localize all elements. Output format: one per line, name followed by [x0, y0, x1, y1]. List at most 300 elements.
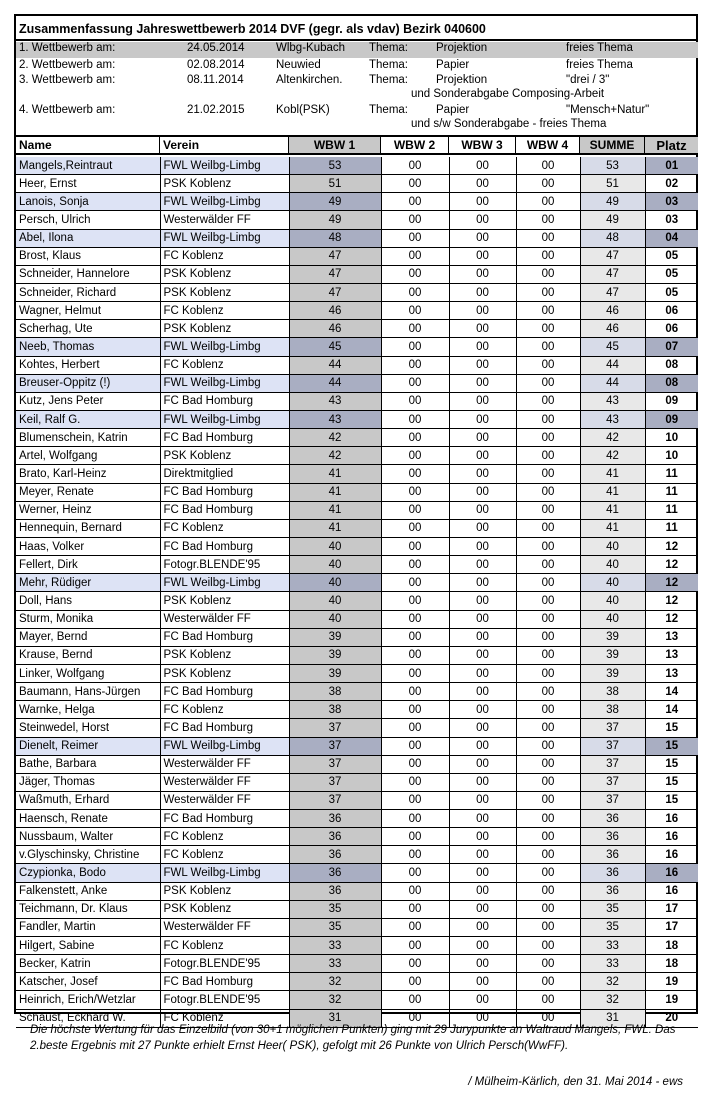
cell-verein: PSK Koblenz	[160, 283, 289, 301]
competition-date: 24.05.2014	[187, 42, 245, 54]
cell-wbw3: 00	[449, 755, 516, 773]
cell-wbw1: 53	[289, 157, 381, 175]
cell-name: Lanois, Sonja	[16, 193, 160, 211]
cell-wbw4: 00	[516, 737, 580, 755]
table-row	[16, 338, 698, 356]
cell-verein: FC Bad Homburg	[160, 483, 289, 501]
cell-name: Becker, Katrin	[16, 955, 160, 973]
table-row	[16, 374, 698, 392]
cell-wbw3: 00	[449, 356, 516, 374]
cell-wbw2: 00	[381, 918, 449, 936]
cell-platz: 15	[645, 791, 698, 809]
cell-summe: 37	[580, 755, 645, 773]
table-row	[16, 737, 698, 755]
cell-wbw2: 00	[381, 683, 449, 701]
cell-wbw4: 00	[516, 828, 580, 846]
cell-wbw1: 36	[289, 828, 381, 846]
cell-wbw1: 47	[289, 247, 381, 265]
cell-wbw3: 00	[449, 937, 516, 955]
cell-wbw3: 00	[449, 737, 516, 755]
cell-wbw2: 00	[381, 991, 449, 1009]
cell-wbw3: 00	[449, 1009, 516, 1027]
cell-wbw4: 00	[516, 519, 580, 537]
cell-name: Haas, Volker	[16, 537, 160, 555]
cell-wbw3: 00	[449, 900, 516, 918]
cell-summe: 42	[580, 429, 645, 447]
cell-wbw3: 00	[449, 157, 516, 175]
cell-wbw1: 49	[289, 211, 381, 229]
cell-wbw1: 36	[289, 882, 381, 900]
competition-1	[16, 42, 698, 58]
cell-wbw1: 49	[289, 193, 381, 211]
competition-date: 02.08.2014	[187, 59, 245, 71]
competition-place: Wlbg-Kubach	[276, 42, 346, 54]
cell-name: Heer, Ernst	[16, 175, 160, 193]
cell-platz: 13	[645, 628, 698, 646]
cell-wbw1: 42	[289, 447, 381, 465]
cell-wbw2: 00	[381, 755, 449, 773]
cell-wbw2: 00	[381, 791, 449, 809]
cell-wbw2: 00	[381, 157, 449, 175]
table-row	[16, 429, 698, 447]
cell-wbw1: 40	[289, 556, 381, 574]
cell-verein: PSK Koblenz	[160, 320, 289, 338]
cell-wbw2: 00	[381, 447, 449, 465]
cell-platz: 19	[645, 973, 698, 991]
cell-name: Czypionka, Bodo	[16, 864, 160, 882]
cell-wbw2: 00	[381, 610, 449, 628]
cell-summe: 51	[580, 175, 645, 193]
cell-wbw4: 00	[516, 229, 580, 247]
cell-wbw3: 00	[449, 483, 516, 501]
competition-place: Neuwied	[276, 59, 321, 71]
cell-wbw2: 00	[381, 320, 449, 338]
cell-verein: PSK Koblenz	[160, 447, 289, 465]
cell-summe: 48	[580, 229, 645, 247]
cell-wbw2: 00	[381, 846, 449, 864]
cell-name: Mehr, Rüdiger	[16, 574, 160, 592]
cell-platz: 12	[645, 574, 698, 592]
cell-wbw4: 00	[516, 483, 580, 501]
table-row	[16, 900, 698, 918]
cell-name: Kutz, Jens Peter	[16, 392, 160, 410]
cell-name: Teichmann, Dr. Klaus	[16, 900, 160, 918]
cell-platz: 13	[645, 664, 698, 682]
cell-platz: 05	[645, 247, 698, 265]
cell-name: Krause, Bernd	[16, 646, 160, 664]
cell-name: v.Glyschinsky, Christine	[16, 846, 160, 864]
cell-wbw1: 32	[289, 973, 381, 991]
results-table	[16, 157, 698, 1028]
cell-wbw3: 00	[449, 918, 516, 936]
cell-verein: Westerwälder FF	[160, 791, 289, 809]
cell-platz: 06	[645, 320, 698, 338]
cell-wbw3: 00	[449, 465, 516, 483]
cell-wbw3: 00	[449, 537, 516, 555]
cell-wbw3: 00	[449, 501, 516, 519]
table-row	[16, 574, 698, 592]
cell-wbw3: 00	[449, 410, 516, 428]
cell-wbw2: 00	[381, 773, 449, 791]
cell-summe: 36	[580, 846, 645, 864]
column-header-verein: Verein	[160, 137, 289, 153]
cell-verein: PSK Koblenz	[160, 175, 289, 193]
cell-wbw2: 00	[381, 175, 449, 193]
cell-verein: FC Koblenz	[160, 846, 289, 864]
cell-wbw3: 00	[449, 447, 516, 465]
cell-summe: 44	[580, 374, 645, 392]
cell-wbw4: 00	[516, 900, 580, 918]
cell-wbw2: 00	[381, 410, 449, 428]
cell-verein: FC Koblenz	[160, 701, 289, 719]
table-row	[16, 175, 698, 193]
cell-platz: 10	[645, 447, 698, 465]
cell-wbw1: 41	[289, 465, 381, 483]
cell-wbw1: 39	[289, 628, 381, 646]
table-header	[16, 135, 698, 155]
cell-wbw4: 00	[516, 882, 580, 900]
cell-wbw2: 00	[381, 828, 449, 846]
cell-summe: 40	[580, 537, 645, 555]
table-row	[16, 810, 698, 828]
cell-wbw1: 37	[289, 755, 381, 773]
cell-name: Bathe, Barbara	[16, 755, 160, 773]
cell-wbw4: 00	[516, 338, 580, 356]
competition-medium: Papier	[436, 104, 470, 116]
cell-wbw3: 00	[449, 973, 516, 991]
cell-wbw2: 00	[381, 864, 449, 882]
table-row	[16, 483, 698, 501]
cell-name: Meyer, Renate	[16, 483, 160, 501]
table-row	[16, 664, 698, 682]
cell-name: Warnke, Helga	[16, 701, 160, 719]
cell-summe: 40	[580, 556, 645, 574]
cell-wbw1: 41	[289, 483, 381, 501]
cell-verein: FC Koblenz	[160, 519, 289, 537]
cell-wbw4: 00	[516, 610, 580, 628]
cell-name: Waßmuth, Erhard	[16, 791, 160, 809]
cell-wbw2: 00	[381, 900, 449, 918]
cell-wbw2: 00	[381, 265, 449, 283]
cell-name: Steinwedel, Horst	[16, 719, 160, 737]
cell-summe: 39	[580, 628, 645, 646]
cell-wbw1: 40	[289, 537, 381, 555]
table-row	[16, 410, 698, 428]
cell-wbw3: 00	[449, 773, 516, 791]
cell-verein: FC Bad Homburg	[160, 392, 289, 410]
competition-medium: Papier	[436, 59, 470, 71]
cell-summe: 45	[580, 338, 645, 356]
competition-medium: Projektion	[436, 74, 488, 86]
cell-wbw3: 00	[449, 664, 516, 682]
table-row	[16, 882, 698, 900]
cell-summe: 47	[580, 247, 645, 265]
cell-platz: 15	[645, 773, 698, 791]
cell-wbw4: 00	[516, 791, 580, 809]
cell-wbw2: 00	[381, 211, 449, 229]
cell-name: Abel, Ilona	[16, 229, 160, 247]
cell-summe: 44	[580, 356, 645, 374]
table-row	[16, 157, 698, 175]
cell-wbw3: 00	[449, 265, 516, 283]
cell-wbw3: 00	[449, 701, 516, 719]
cell-wbw2: 00	[381, 719, 449, 737]
cell-wbw2: 00	[381, 374, 449, 392]
competition-topic: freies Thema	[566, 42, 633, 54]
cell-verein: FC Bad Homburg	[160, 501, 289, 519]
cell-wbw3: 00	[449, 610, 516, 628]
cell-wbw2: 00	[381, 193, 449, 211]
cell-platz: 15	[645, 737, 698, 755]
column-header-summe: SUMME	[580, 137, 645, 153]
cell-verein: FC Bad Homburg	[160, 719, 289, 737]
cell-wbw2: 00	[381, 465, 449, 483]
cell-wbw4: 00	[516, 429, 580, 447]
cell-platz: 16	[645, 846, 698, 864]
cell-platz: 12	[645, 556, 698, 574]
cell-summe: 40	[580, 574, 645, 592]
table-row	[16, 937, 698, 955]
cell-wbw2: 00	[381, 628, 449, 646]
cell-verein: Westerwälder FF	[160, 773, 289, 791]
cell-wbw4: 00	[516, 193, 580, 211]
cell-name: Falkenstett, Anke	[16, 882, 160, 900]
cell-platz: 12	[645, 537, 698, 555]
cell-name: Keil, Ralf G.	[16, 410, 160, 428]
table-row	[16, 773, 698, 791]
cell-summe: 36	[580, 810, 645, 828]
competition-thema-label: Thema:	[369, 42, 408, 54]
cell-summe: 33	[580, 937, 645, 955]
competition-3	[16, 74, 698, 104]
cell-wbw4: 00	[516, 211, 580, 229]
cell-wbw1: 44	[289, 356, 381, 374]
table-row	[16, 356, 698, 374]
cell-platz: 14	[645, 683, 698, 701]
cell-verein: Fotogr.BLENDE'95	[160, 955, 289, 973]
cell-wbw2: 00	[381, 229, 449, 247]
cell-platz: 05	[645, 283, 698, 301]
cell-wbw4: 00	[516, 556, 580, 574]
cell-wbw4: 00	[516, 175, 580, 193]
cell-wbw2: 00	[381, 501, 449, 519]
table-row	[16, 828, 698, 846]
cell-verein: PSK Koblenz	[160, 265, 289, 283]
cell-summe: 37	[580, 719, 645, 737]
cell-summe: 39	[580, 646, 645, 664]
cell-verein: PSK Koblenz	[160, 592, 289, 610]
competition-thema-label: Thema:	[369, 104, 408, 116]
competition-2	[16, 59, 698, 74]
cell-wbw3: 00	[449, 628, 516, 646]
competition-date: 21.02.2015	[187, 104, 245, 116]
competition-medium: Projektion	[436, 42, 488, 54]
table-row	[16, 447, 698, 465]
cell-verein: Direktmitglied	[160, 465, 289, 483]
cell-summe: 46	[580, 302, 645, 320]
cell-platz: 17	[645, 900, 698, 918]
cell-platz: 10	[645, 429, 698, 447]
cell-verein: Westerwälder FF	[160, 918, 289, 936]
competition-label: 1. Wettbewerb am:	[19, 42, 116, 54]
competition-topic: "Mensch+Natur"	[566, 104, 650, 116]
cell-wbw3: 00	[449, 574, 516, 592]
cell-wbw4: 00	[516, 846, 580, 864]
cell-name: Nussbaum, Walter	[16, 828, 160, 846]
table-row	[16, 973, 698, 991]
cell-platz: 06	[645, 302, 698, 320]
cell-wbw4: 00	[516, 646, 580, 664]
cell-wbw1: 47	[289, 283, 381, 301]
cell-wbw2: 00	[381, 338, 449, 356]
cell-verein: FWL Weilbg-Limbg	[160, 737, 289, 755]
cell-summe: 42	[580, 447, 645, 465]
cell-summe: 37	[580, 791, 645, 809]
cell-wbw3: 00	[449, 882, 516, 900]
cell-wbw1: 40	[289, 574, 381, 592]
cell-wbw4: 00	[516, 356, 580, 374]
table-row	[16, 519, 698, 537]
table-row	[16, 265, 698, 283]
cell-verein: FC Bad Homburg	[160, 628, 289, 646]
cell-verein: FC Bad Homburg	[160, 537, 289, 555]
table-row	[16, 701, 698, 719]
cell-summe: 41	[580, 501, 645, 519]
cell-wbw3: 00	[449, 320, 516, 338]
competition-extra: und Sonderabgabe Composing-Arbeit	[411, 88, 605, 100]
table-row	[16, 610, 698, 628]
cell-wbw1: 42	[289, 429, 381, 447]
cell-summe: 41	[580, 465, 645, 483]
table-row	[16, 646, 698, 664]
cell-wbw4: 00	[516, 392, 580, 410]
cell-wbw3: 00	[449, 247, 516, 265]
column-header-wbw4: WBW 4	[516, 137, 580, 153]
cell-summe: 35	[580, 918, 645, 936]
cell-platz: 07	[645, 338, 698, 356]
cell-wbw4: 00	[516, 755, 580, 773]
cell-wbw1: 39	[289, 664, 381, 682]
cell-wbw4: 00	[516, 719, 580, 737]
column-header-platz: Platz	[645, 137, 698, 153]
cell-name: Heinrich, Erich/Wetzlar	[16, 991, 160, 1009]
cell-verein: FWL Weilbg-Limbg	[160, 864, 289, 882]
cell-platz: 12	[645, 610, 698, 628]
cell-name: Mayer, Bernd	[16, 628, 160, 646]
cell-wbw4: 00	[516, 374, 580, 392]
cell-verein: Fotogr.BLENDE'95	[160, 556, 289, 574]
cell-platz: 15	[645, 719, 698, 737]
cell-verein: FC Koblenz	[160, 302, 289, 320]
cell-wbw4: 00	[516, 683, 580, 701]
cell-wbw4: 00	[516, 664, 580, 682]
cell-name: Brato, Karl-Heinz	[16, 465, 160, 483]
cell-wbw4: 00	[516, 501, 580, 519]
cell-verein: Westerwälder FF	[160, 755, 289, 773]
cell-platz: 03	[645, 211, 698, 229]
cell-platz: 19	[645, 991, 698, 1009]
cell-wbw3: 00	[449, 374, 516, 392]
cell-wbw2: 00	[381, 392, 449, 410]
cell-wbw3: 00	[449, 646, 516, 664]
cell-platz: 11	[645, 483, 698, 501]
cell-wbw1: 37	[289, 773, 381, 791]
cell-wbw2: 00	[381, 519, 449, 537]
column-header-wbw1: WBW 1	[289, 137, 381, 153]
cell-platz: 12	[645, 592, 698, 610]
competition-extra: und s/w Sonderabgabe - freies Thema	[411, 118, 607, 130]
cell-wbw4: 00	[516, 955, 580, 973]
cell-platz: 01	[645, 157, 698, 175]
cell-wbw4: 00	[516, 302, 580, 320]
cell-verein: PSK Koblenz	[160, 664, 289, 682]
cell-wbw4: 00	[516, 410, 580, 428]
cell-verein: FC Bad Homburg	[160, 810, 289, 828]
cell-wbw3: 00	[449, 683, 516, 701]
table-row	[16, 465, 698, 483]
cell-platz: 11	[645, 501, 698, 519]
cell-wbw3: 00	[449, 791, 516, 809]
cell-name: Dienelt, Reimer	[16, 737, 160, 755]
cell-wbw2: 00	[381, 483, 449, 501]
cell-wbw4: 00	[516, 265, 580, 283]
table-row	[16, 211, 698, 229]
cell-wbw2: 00	[381, 646, 449, 664]
page-title: Zusammenfassung Jahreswettbewerb 2014 DVF (gegr. als vdav) Bezirk 040600	[16, 17, 698, 41]
cell-wbw1: 38	[289, 683, 381, 701]
cell-platz: 11	[645, 465, 698, 483]
cell-name: Hennequin, Bernard	[16, 519, 160, 537]
cell-name: Linker, Wolfgang	[16, 664, 160, 682]
cell-wbw2: 00	[381, 737, 449, 755]
competition-topic: "drei / 3"	[566, 74, 610, 86]
cell-summe: 37	[580, 773, 645, 791]
cell-name: Hilgert, Sabine	[16, 937, 160, 955]
cell-wbw1: 33	[289, 937, 381, 955]
cell-wbw3: 00	[449, 283, 516, 301]
cell-wbw4: 00	[516, 157, 580, 175]
cell-platz: 09	[645, 410, 698, 428]
cell-name: Artel, Wolfgang	[16, 447, 160, 465]
table-row	[16, 320, 698, 338]
table-row	[16, 392, 698, 410]
cell-verein: FWL Weilbg-Limbg	[160, 193, 289, 211]
cell-name: Doll, Hans	[16, 592, 160, 610]
cell-wbw4: 00	[516, 574, 580, 592]
cell-name: Mangels,Reintraut	[16, 157, 160, 175]
cell-wbw4: 00	[516, 447, 580, 465]
cell-wbw2: 00	[381, 429, 449, 447]
table-row	[16, 683, 698, 701]
cell-wbw2: 00	[381, 537, 449, 555]
cell-platz: 09	[645, 392, 698, 410]
cell-verein: FC Koblenz	[160, 937, 289, 955]
cell-wbw1: 33	[289, 955, 381, 973]
cell-wbw3: 00	[449, 392, 516, 410]
cell-wbw4: 00	[516, 320, 580, 338]
cell-wbw1: 40	[289, 610, 381, 628]
cell-wbw1: 35	[289, 900, 381, 918]
table-row	[16, 556, 698, 574]
cell-summe: 36	[580, 882, 645, 900]
cell-wbw2: 00	[381, 592, 449, 610]
cell-platz: 14	[645, 701, 698, 719]
cell-wbw1: 35	[289, 918, 381, 936]
table-row	[16, 501, 698, 519]
cell-wbw1: 44	[289, 374, 381, 392]
cell-platz: 11	[645, 519, 698, 537]
cell-wbw1: 36	[289, 846, 381, 864]
